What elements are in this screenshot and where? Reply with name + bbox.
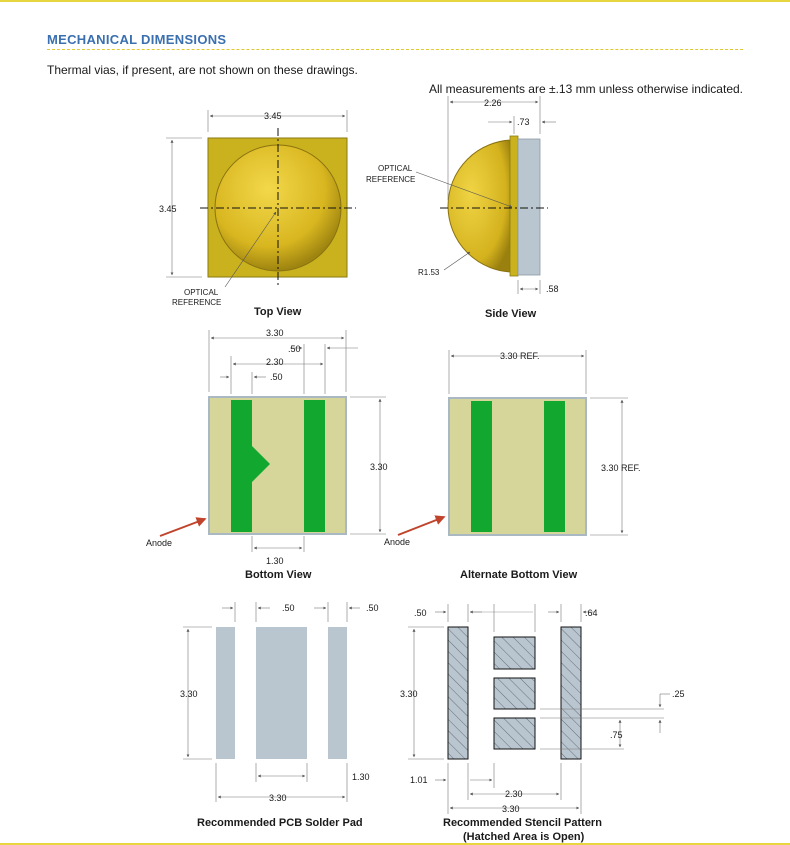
alt-height-dim: 3.30 REF. bbox=[601, 463, 641, 473]
side-optical-ref-line1: OPTICAL bbox=[378, 164, 413, 173]
alt-left-pad bbox=[471, 401, 492, 532]
side-view bbox=[366, 96, 559, 320]
alt-width-dim: 3.30 REF. bbox=[500, 351, 540, 361]
pcb-center-pad bbox=[256, 627, 307, 759]
bottom-gap-dim: 1.30 bbox=[266, 556, 284, 566]
bottom-view-caption: Bottom View bbox=[245, 569, 312, 581]
bottom-height-dim: 3.30 bbox=[370, 462, 388, 472]
stencil-height-dim: 3.30 bbox=[400, 689, 418, 699]
thermal-vias-note: Thermal vias, if present, are not shown on these drawings. bbox=[47, 63, 358, 77]
side-optical-ref-line2: REFERENCE bbox=[366, 175, 416, 184]
stencil-left-width-dim: .50 bbox=[414, 608, 427, 618]
pcb-total-dim: 3.30 bbox=[269, 793, 287, 803]
bottom-view bbox=[146, 328, 388, 581]
top-optical-ref-line2: REFERENCE bbox=[172, 298, 222, 307]
tolerance-note: All measurements are ±.13 mm unless otherwise indicated. bbox=[428, 82, 743, 96]
pcb-caption: Recommended PCB Solder Pad bbox=[197, 817, 363, 829]
stencil-span-dim: 2.30 bbox=[505, 789, 523, 799]
side-base-dim: .58 bbox=[546, 284, 559, 294]
bottom-anode-label: Anode bbox=[146, 538, 173, 548]
bottom-width-dim: 3.30 bbox=[266, 328, 284, 338]
alt-bottom-body bbox=[449, 398, 586, 535]
bottom-pad-width-dim: .50 bbox=[288, 344, 301, 354]
stencil-center-mid bbox=[494, 678, 535, 709]
stencil-right-aperture bbox=[561, 627, 581, 759]
alt-bottom-caption: Alternate Bottom View bbox=[460, 569, 578, 581]
pcb-pad-width-dim: .50 bbox=[282, 603, 295, 613]
pcb-gap-dim: 1.30 bbox=[352, 772, 370, 782]
stencil-total-dim: 3.30 bbox=[502, 804, 520, 814]
pcb-left-pad bbox=[216, 627, 235, 759]
top-width-dim: 3.45 bbox=[264, 111, 282, 121]
side-total-dim: 2.26 bbox=[484, 98, 502, 108]
alt-anode-label: Anode bbox=[384, 537, 411, 547]
bottom-view-body bbox=[209, 397, 346, 534]
side-view-dome bbox=[448, 140, 514, 272]
stencil-left-aperture bbox=[448, 627, 468, 759]
side-radius-dim: R1.53 bbox=[418, 268, 440, 277]
stencil-pattern bbox=[400, 604, 685, 843]
bottom-pad-width2-dim: .50 bbox=[270, 372, 283, 382]
stencil-right-width-dim: .64 bbox=[585, 608, 598, 618]
stencil-caption-sub: (Hatched Area is Open) bbox=[463, 831, 585, 843]
stencil-gap-dim: .25 bbox=[672, 689, 685, 699]
top-view bbox=[159, 110, 356, 318]
stencil-seg-height-dim: .75 bbox=[610, 730, 623, 740]
alternate-bottom-view bbox=[384, 350, 641, 581]
pcb-pad-width2-dim: .50 bbox=[366, 603, 379, 613]
bottom-cathode-pad bbox=[304, 400, 325, 532]
alt-right-pad bbox=[544, 401, 565, 532]
top-optical-ref-line1: OPTICAL bbox=[184, 288, 219, 297]
pcb-solder-pad bbox=[180, 602, 379, 829]
side-view-base bbox=[518, 139, 540, 275]
bottom-pad-span-dim: 2.30 bbox=[266, 357, 284, 367]
top-height-dim: 3.45 bbox=[159, 204, 177, 214]
side-lens-dim: .73 bbox=[517, 117, 530, 127]
stencil-center-bottom bbox=[494, 718, 535, 749]
pcb-right-pad bbox=[328, 627, 347, 759]
stencil-caption: Recommended Stencil Pattern bbox=[443, 817, 602, 829]
top-view-caption: Top View bbox=[254, 306, 302, 318]
section-title: MECHANICAL DIMENSIONS bbox=[47, 32, 227, 47]
stencil-left-offset-dim: 1.01 bbox=[410, 775, 428, 785]
pcb-height-dim: 3.30 bbox=[180, 689, 198, 699]
side-view-caption: Side View bbox=[485, 308, 537, 320]
stencil-center-top bbox=[494, 637, 535, 669]
